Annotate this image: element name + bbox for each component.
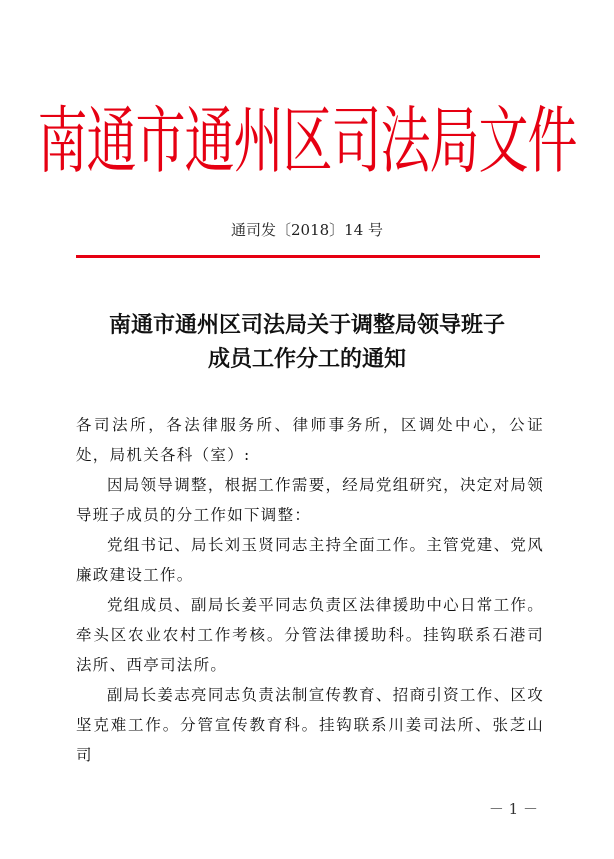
notice-body — [76, 410, 544, 770]
notice-title — [0, 308, 614, 376]
document-header-title: 南通市通州区司法局文件 — [37, 99, 577, 184]
red-separator-line — [76, 255, 540, 258]
body-paragraph-3: 党组成员、副局长姜平同志负责区法律援助中心日常工作。牵头区农业农村工作考核。分管法律援助科。挂钩联系石港司法所、西亭司法所。 — [76, 596, 544, 674]
body-paragraph-4: 副局长姜志亮同志负责法制宣传教育、招商引资工作、区攻坚克难工作。分管宣传教育科。挂钩联系川姜司法所、张芝山司 — [76, 686, 544, 764]
notice-title-line-1: 南通市通州区司法局关于调整局领导班子 — [108, 312, 505, 338]
addressee-paragraph: 各司法所，各法律服务所、律师事务所，区调处中心，公证处，局机关各科（室）: — [76, 416, 544, 464]
page-number: － 1 － — [488, 800, 538, 818]
notice-title-line-2: 成员工作分工的通知 — [207, 346, 406, 372]
document-number: 通司发〔2018〕14 号 — [230, 221, 384, 239]
body-paragraph-1: 因局领导调整，根据工作需要，经局党组研究，决定对局领导班子成员的分工作如下调整： — [76, 476, 544, 524]
body-paragraph-2: 党组书记、局长刘玉贤同志主持全面工作。主管党建、党风廉政建设工作。 — [76, 536, 544, 584]
